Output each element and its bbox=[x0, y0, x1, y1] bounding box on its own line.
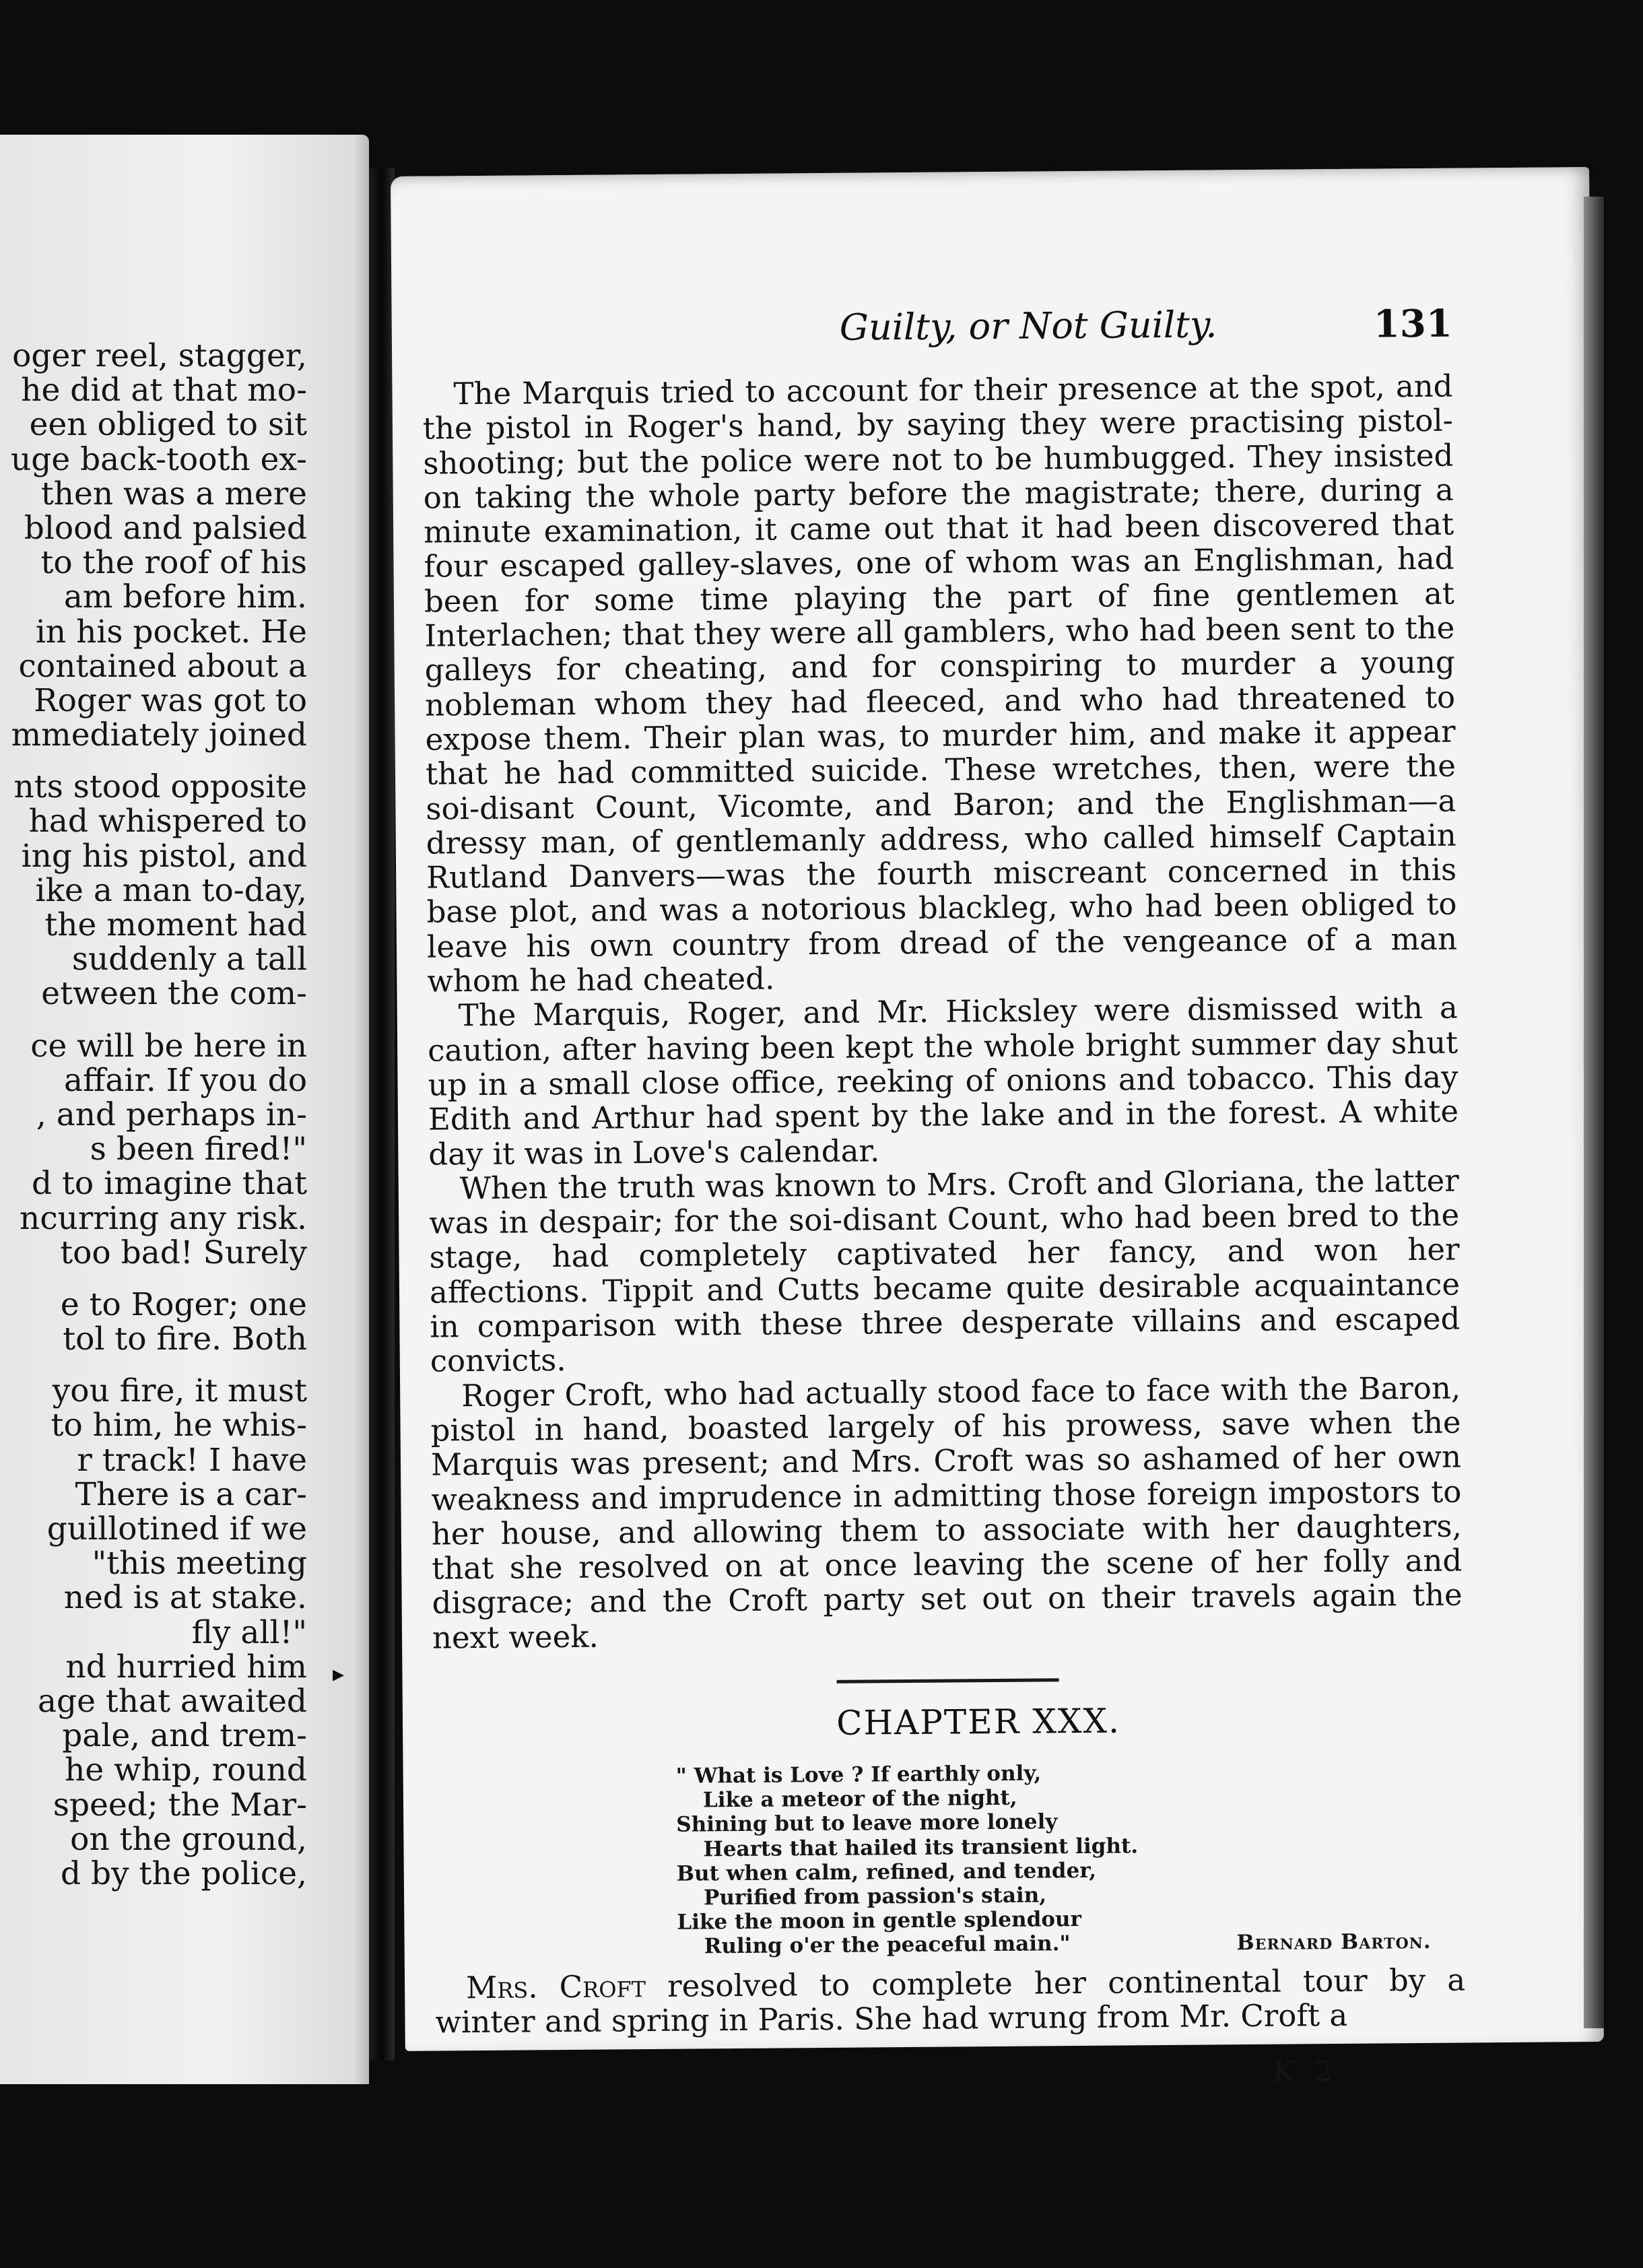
chapter-heading: CHAPTER XXX. bbox=[836, 1701, 1121, 1743]
page-edge bbox=[1584, 197, 1604, 2028]
text-line: speed; the Mar- bbox=[53, 1786, 307, 1824]
text-line: guillotined if we bbox=[46, 1510, 307, 1547]
paragraph: The Marquis, Roger, and Mr. Hicksley were dismissed with a caution, after having been kept the whole bright summer day shut up in a small close office, reeking of onions and tobacco. This day Edith and Arthur had spent by the lake and in the forest. A white day it was in Love's calendar. bbox=[427, 989, 1459, 1172]
text-line: affair. If you do bbox=[64, 1061, 307, 1099]
text-line: he whip, round bbox=[65, 1752, 307, 1789]
text-line: ce will be here in bbox=[30, 1027, 307, 1065]
body-text bbox=[422, 369, 1465, 2040]
epigraph-line: But when calm, refined, and tender, bbox=[676, 1858, 1097, 1886]
text-line: he did at that mo- bbox=[21, 372, 307, 409]
text-line: ncurring any risk. bbox=[20, 1199, 307, 1237]
text-line: Roger was got to bbox=[34, 681, 307, 719]
text-line: blood and palsied bbox=[24, 509, 307, 547]
epigraph-line: " What is Love ? If earthly only, bbox=[675, 1761, 1042, 1789]
text-line: ned is at stake. bbox=[63, 1579, 307, 1617]
text-line: oger reel, stagger, bbox=[12, 337, 307, 374]
text-line: ike a man to-day, bbox=[35, 871, 307, 909]
paragraph: The Marquis tried to account for their presence at the spot, and the pistol in Roger's hand, by saying they were practising pistol-shooting; but the police were not to be humbugged. They insisted on taking the whole party before the magistrate; there, during a minute examination, it came out that it had been discovered that four escaped galley-slaves, one of whom was an Englishman, had been for some time playing the part of fine gentlemen at Interlachen; that they were all gamblers, who had been sent to the galleys for cheating, and for conspiring to murder a young nobleman whom they had fleeced, and who had threatened to expose them. Their plan was, to murder him, and make it appear that he had committed suicide. These wretches, then, were the soi-disant Count, Vicomte, and Baron; and the Englishman—a dressy man, of gentlemanly address, who called himself Captain Rutland Danvers—was the fourth miscreant concerned in this base plot, and was a notorious blackleg, who had been obliged to leave his own country from dread of the vengeance of a man whom he had cheated. bbox=[422, 368, 1458, 999]
epigraph-line: Hearts that hailed its transient light. bbox=[703, 1833, 1139, 1862]
paragraph-gap bbox=[0, 1356, 369, 1374]
margin-mark-icon: ▸ bbox=[333, 1661, 345, 1688]
text-line: uge back-tooth ex- bbox=[10, 440, 307, 478]
text-line: am before him. bbox=[63, 578, 307, 616]
paragraph-gap bbox=[0, 752, 369, 770]
text-line: "this meeting bbox=[92, 1545, 307, 1582]
epigraph-author: Bernard Barton. bbox=[1236, 1929, 1432, 1955]
text-line: s been fired!" bbox=[90, 1131, 307, 1168]
epigraph-line: Like the moon in gentle splendour bbox=[677, 1907, 1081, 1935]
paragraph-gap bbox=[0, 1011, 369, 1029]
text-line: nd hurried him bbox=[65, 1648, 307, 1686]
signature-mark: K 2 bbox=[1272, 2055, 1339, 2089]
page-content bbox=[421, 168, 1466, 2089]
text-line: in his pocket. He bbox=[35, 613, 307, 651]
epigraph bbox=[676, 1758, 1432, 1959]
lead-in-smallcaps: Mrs. Croft bbox=[465, 1968, 646, 2005]
text-line: suddenly a tall bbox=[71, 941, 307, 978]
text-line: d to imagine that bbox=[32, 1165, 307, 1203]
text-line: etween the com- bbox=[41, 975, 307, 1013]
previous-page-text bbox=[0, 339, 369, 1891]
text-line: , and perhaps in- bbox=[36, 1096, 307, 1133]
text-line: then was a mere bbox=[40, 475, 307, 512]
text-line: on the ground, bbox=[70, 1820, 307, 1858]
paragraph: Roger Croft, who had actually stood face to face with the Baron, pistol in hand, boasted largely of his prowess, save when the Marquis was present; and Mrs. Croft was so ashamed of her own weakness and imprudence in admitting those foreign impostors to her house, and allowing them to associate with her daughters, that she resolved on at once leaving the scene of her folly and disgrace; and the Croft party set out on their travels again the next week. bbox=[430, 1370, 1463, 1656]
text-line: too bad! Surely bbox=[60, 1234, 307, 1271]
paragraph bbox=[435, 1962, 1466, 2040]
epigraph-line: Ruling o'er the peaceful main." bbox=[704, 1931, 1071, 1959]
text-line: e to Roger; one bbox=[60, 1286, 307, 1323]
text-line: to the roof of his bbox=[40, 544, 307, 582]
text-line: nts stood opposite bbox=[13, 768, 307, 806]
paragraph-text: resolved to complete her continental tour by a winter and spring in Paris. She had wrung from Mr. Croft a bbox=[435, 1962, 1466, 2040]
epigraph-line: Like a meteor of the night, bbox=[702, 1785, 1017, 1813]
text-line: the moment had bbox=[44, 906, 307, 943]
text-line: you fire, it must bbox=[52, 1372, 307, 1410]
previous-page bbox=[0, 135, 369, 2084]
text-line: mmediately joined bbox=[11, 716, 307, 754]
epigraph-line: Shining but to leave more lonely bbox=[676, 1809, 1058, 1838]
text-line: tol to fire. Both bbox=[63, 1321, 307, 1358]
section-divider bbox=[837, 1678, 1059, 1683]
text-line: contained about a bbox=[18, 647, 307, 685]
text-line: to him, he whis- bbox=[51, 1407, 307, 1444]
paragraph-gap bbox=[0, 1270, 369, 1288]
text-line: d by the police, bbox=[60, 1855, 307, 1892]
text-line: had whispered to bbox=[28, 803, 307, 840]
running-head bbox=[422, 302, 1453, 364]
book-gutter bbox=[369, 168, 395, 2061]
text-line: fly all!" bbox=[191, 1613, 307, 1651]
text-line: een obliged to sit bbox=[29, 406, 307, 444]
text-line: age that awaited bbox=[38, 1682, 307, 1720]
page-number: 131 bbox=[1373, 301, 1453, 347]
text-line: ing his pistol, and bbox=[21, 837, 307, 875]
current-page bbox=[391, 167, 1604, 2089]
text-line: r track! I have bbox=[77, 1441, 307, 1479]
running-title: Guilty, or Not Guilty. bbox=[839, 303, 1217, 349]
text-line: There is a car- bbox=[75, 1475, 307, 1513]
text-line: pale, and trem- bbox=[62, 1717, 307, 1755]
paragraph: When the truth was known to Mrs. Croft and Gloriana, the latter was in despair; for the soi-disant Count, who had been bred to the stage, had completely captivated her fancy, and won her affections. Tippit and Cutts became quite desirable acquaintance in comparison with these three desperate villains and escaped convicts. bbox=[429, 1162, 1461, 1379]
epigraph-line: Purified from passion's stain, bbox=[703, 1883, 1047, 1910]
